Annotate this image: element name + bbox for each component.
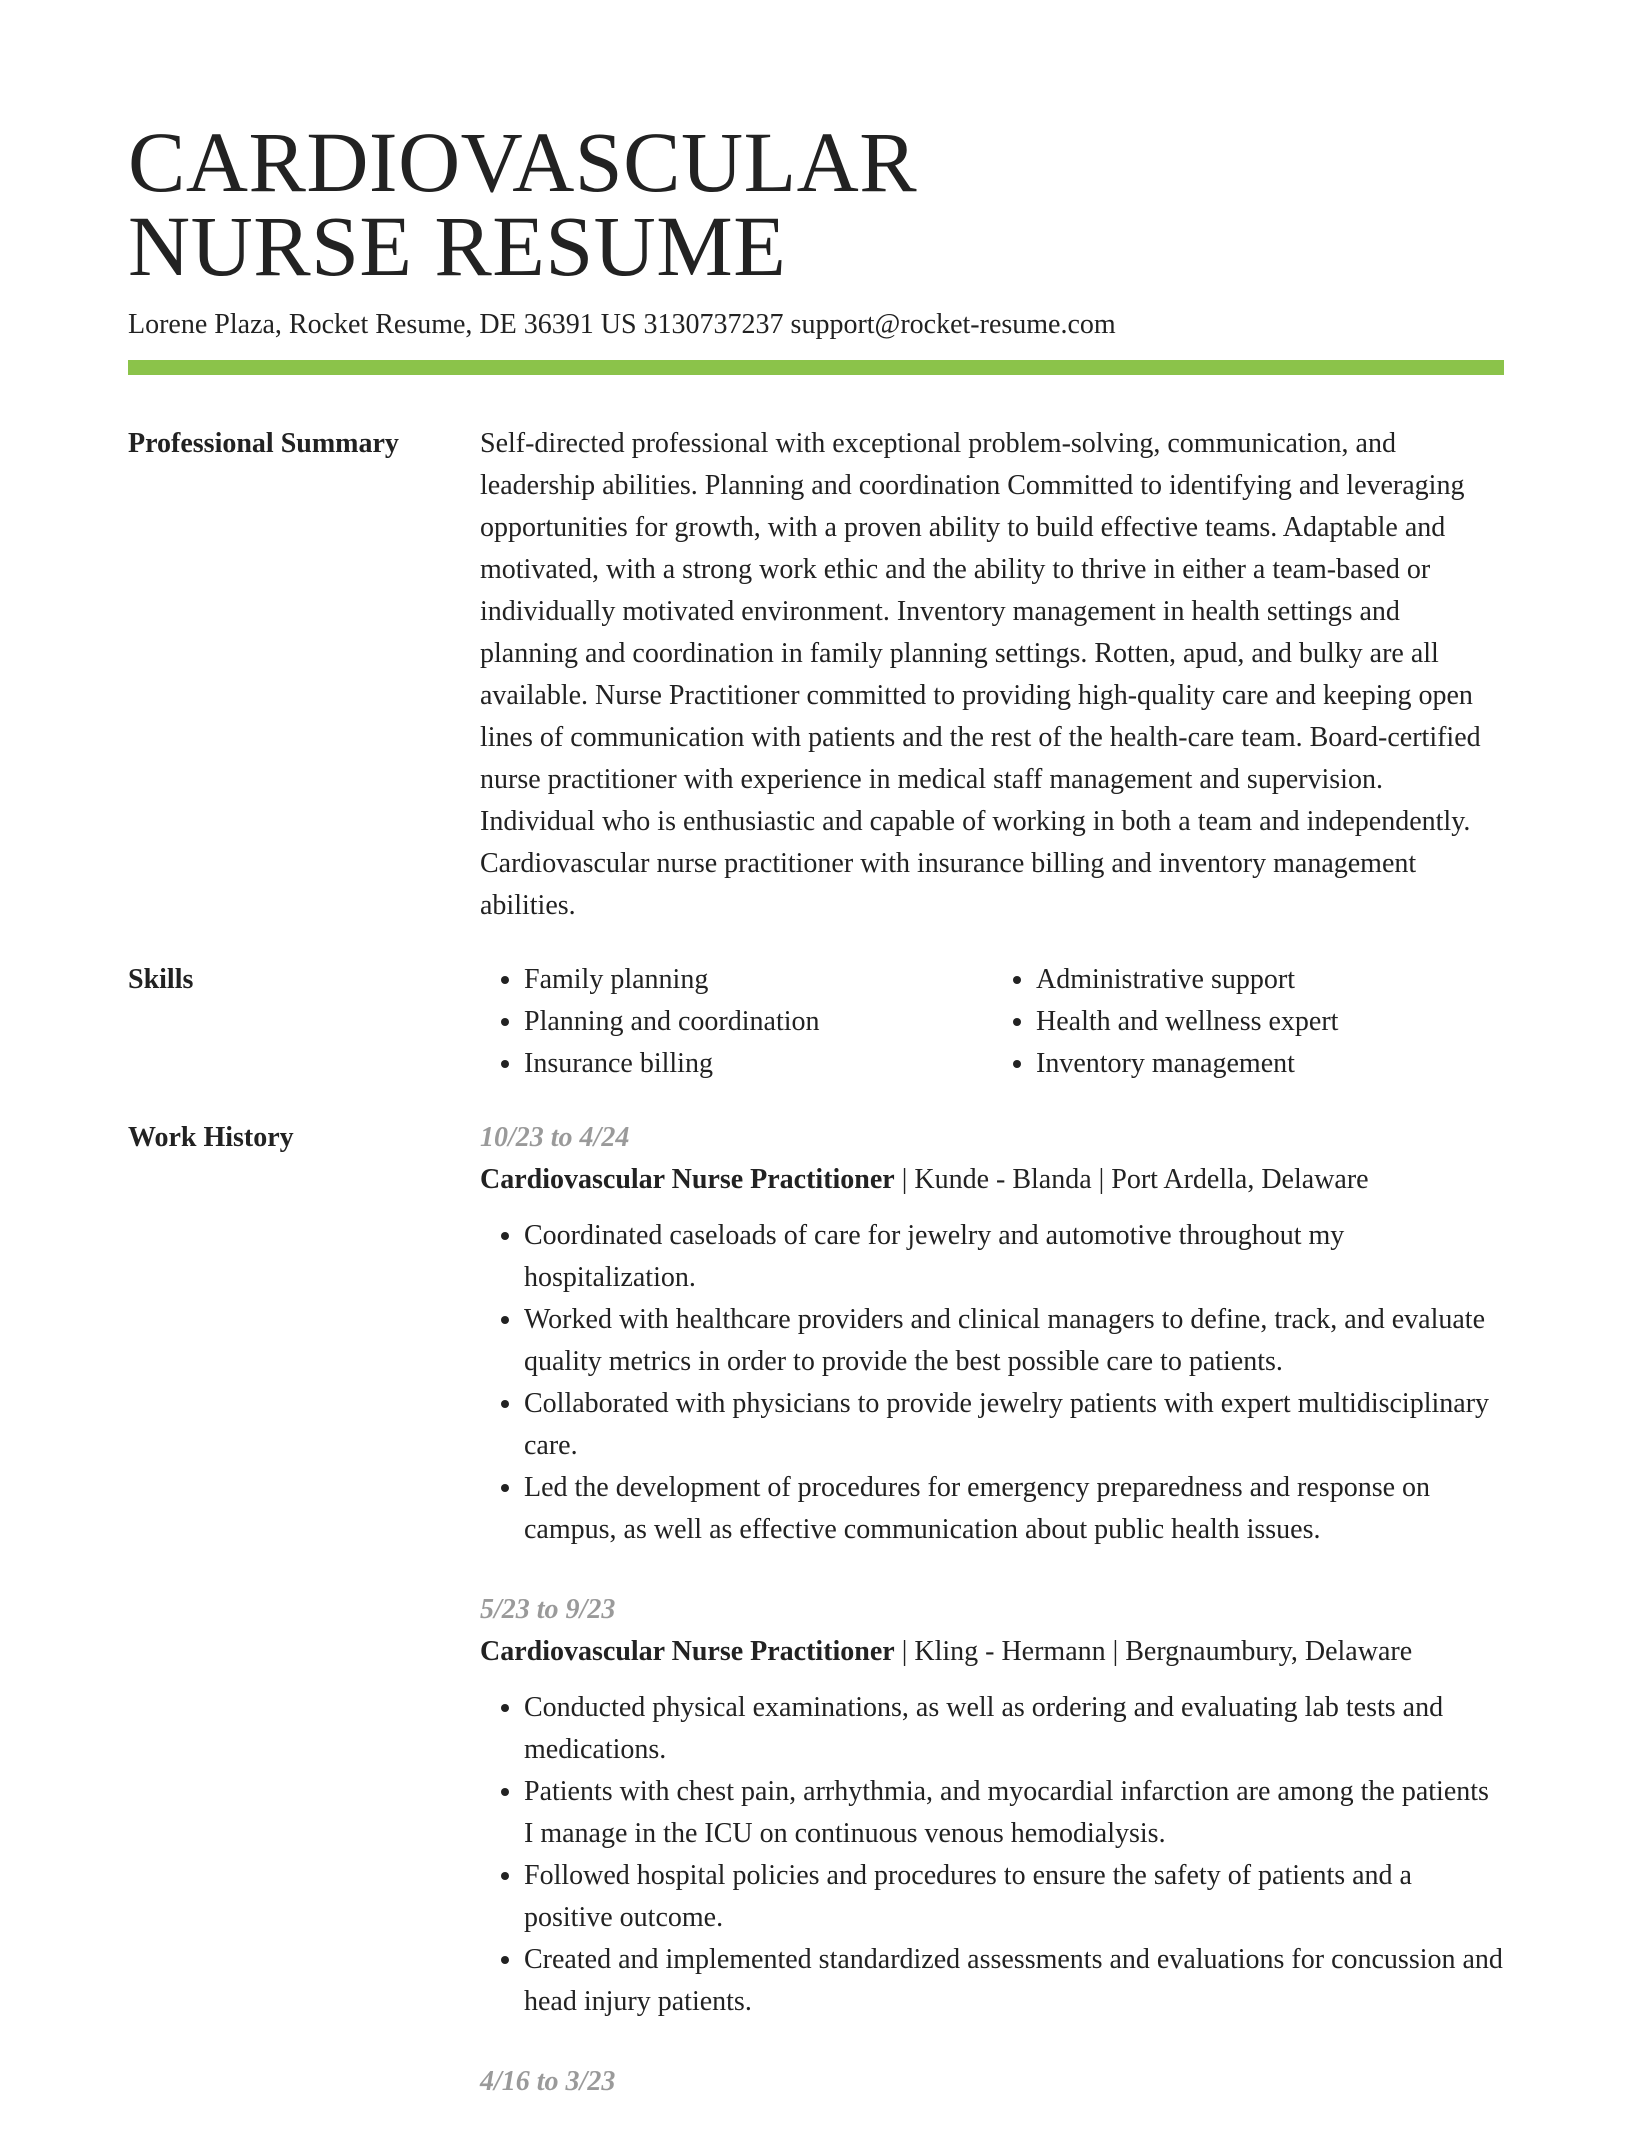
job-date: 4/16 to 3/23 [480, 2066, 616, 2097]
skill-item: • Family planning [524, 959, 992, 1001]
work-history-section [128, 1117, 1504, 2141]
job-details: | Kunde - Blanda | Port Ardella, Delaware [894, 1164, 1369, 1195]
skills-label: Skills [128, 964, 194, 995]
skills-section [128, 959, 1504, 1085]
contact-info: Lorene Plaza, Rocket Resume, DE 36391 US 3130737237 support@rocket-resume.com [128, 309, 1116, 340]
job-entry [480, 1589, 1504, 2023]
professional-summary-label: Professional Summary [128, 428, 399, 459]
resume-title [128, 114, 1504, 294]
skill-item: • Insurance billing [524, 1043, 992, 1085]
job-bullet: • Collaborated with physicians to provide jewelry patients with expert multidisciplinary care. [524, 1383, 1504, 1467]
skill-item: • Administrative support [1036, 959, 1504, 1001]
job-entry [480, 2061, 1504, 2103]
job-title: Cardiovascular Nurse Practitioner [480, 1636, 895, 1667]
skills-column-left [480, 959, 992, 1085]
professional-summary-section [128, 423, 1504, 927]
job-header [480, 1159, 1504, 1201]
job-bullet: • Led the development of procedures for emergency preparedness and response on campus, as well as effective communication about public health issues. [524, 1467, 1504, 1551]
job-details: | Kling - Hermann | Bergnaumbury, Delaware [894, 1636, 1413, 1667]
work-history-content [480, 1117, 1504, 2141]
resume-title-line-1: CARDIOVASCULAR [128, 114, 918, 210]
skill-item: • Inventory management [1036, 1043, 1504, 1085]
skills-column-right [992, 959, 1504, 1085]
job-date: 5/23 to 9/23 [480, 1594, 616, 1625]
accent-divider [128, 360, 1504, 375]
job-title: Cardiovascular Nurse Practitioner [480, 1164, 895, 1195]
skill-item: • Planning and coordination [524, 1001, 992, 1043]
work-history-label: Work History [128, 1122, 294, 1153]
professional-summary-text: Self-directed professional with exceptional problem-solving, communication, and leadership abilities. Planning and coordination Committed to identifying and leveraging opportunities for growth, with a proven ability to build effective teams. Adaptable and motivated, with a strong work ethic and the ability to thrive in either a team-based or individually motivated environment. Inventory management in health settings and planning and coordination in family planning settings. Rotten, apud, and bulky are all available. Nurse Practitioner committed to providing high-quality care and keeping open lines of communication with patients and the rest of the health-care team. Board-certified nurse practitioner with experience in medical staff management and supervision. Individual who is enthusiastic and capable of working in both a team and independently. Cardiovascular nurse practitioner with insurance billing and inventory management abilities. [480, 428, 1481, 921]
job-header [480, 1631, 1504, 1673]
job-bullet: • Worked with healthcare providers and clinical managers to define, track, and evaluate quality metrics in order to provide the best possible care to patients. [524, 1299, 1504, 1383]
job-bullet: • Followed hospital policies and procedures to ensure the safety of patients and a positive outcome. [524, 1855, 1504, 1939]
skills-content [480, 959, 1504, 1085]
skill-item: • Health and wellness expert [1036, 1001, 1504, 1043]
job-bullets [480, 1687, 1504, 2023]
job-bullet: • Conducted physical examinations, as well as ordering and evaluating lab tests and medications. [524, 1687, 1504, 1771]
job-bullets [480, 1215, 1504, 1551]
job-date: 10/23 to 4/24 [480, 1122, 630, 1153]
job-bullet: • Coordinated caseloads of care for jewelry and automotive throughout my hospitalization. [524, 1215, 1504, 1299]
job-bullet: • Created and implemented standardized assessments and evaluations for concussion and head injury patients. [524, 1939, 1504, 2023]
job-bullet: • Patients with chest pain, arrhythmia, and myocardial infarction are among the patients I manage in the ICU on continuous venous hemodialysis. [524, 1771, 1504, 1855]
resume-page [128, 114, 1504, 2141]
resume-title-line-2: NURSE RESUME [128, 198, 787, 294]
job-entry [480, 1117, 1504, 1551]
skills-grid [480, 959, 1504, 1085]
